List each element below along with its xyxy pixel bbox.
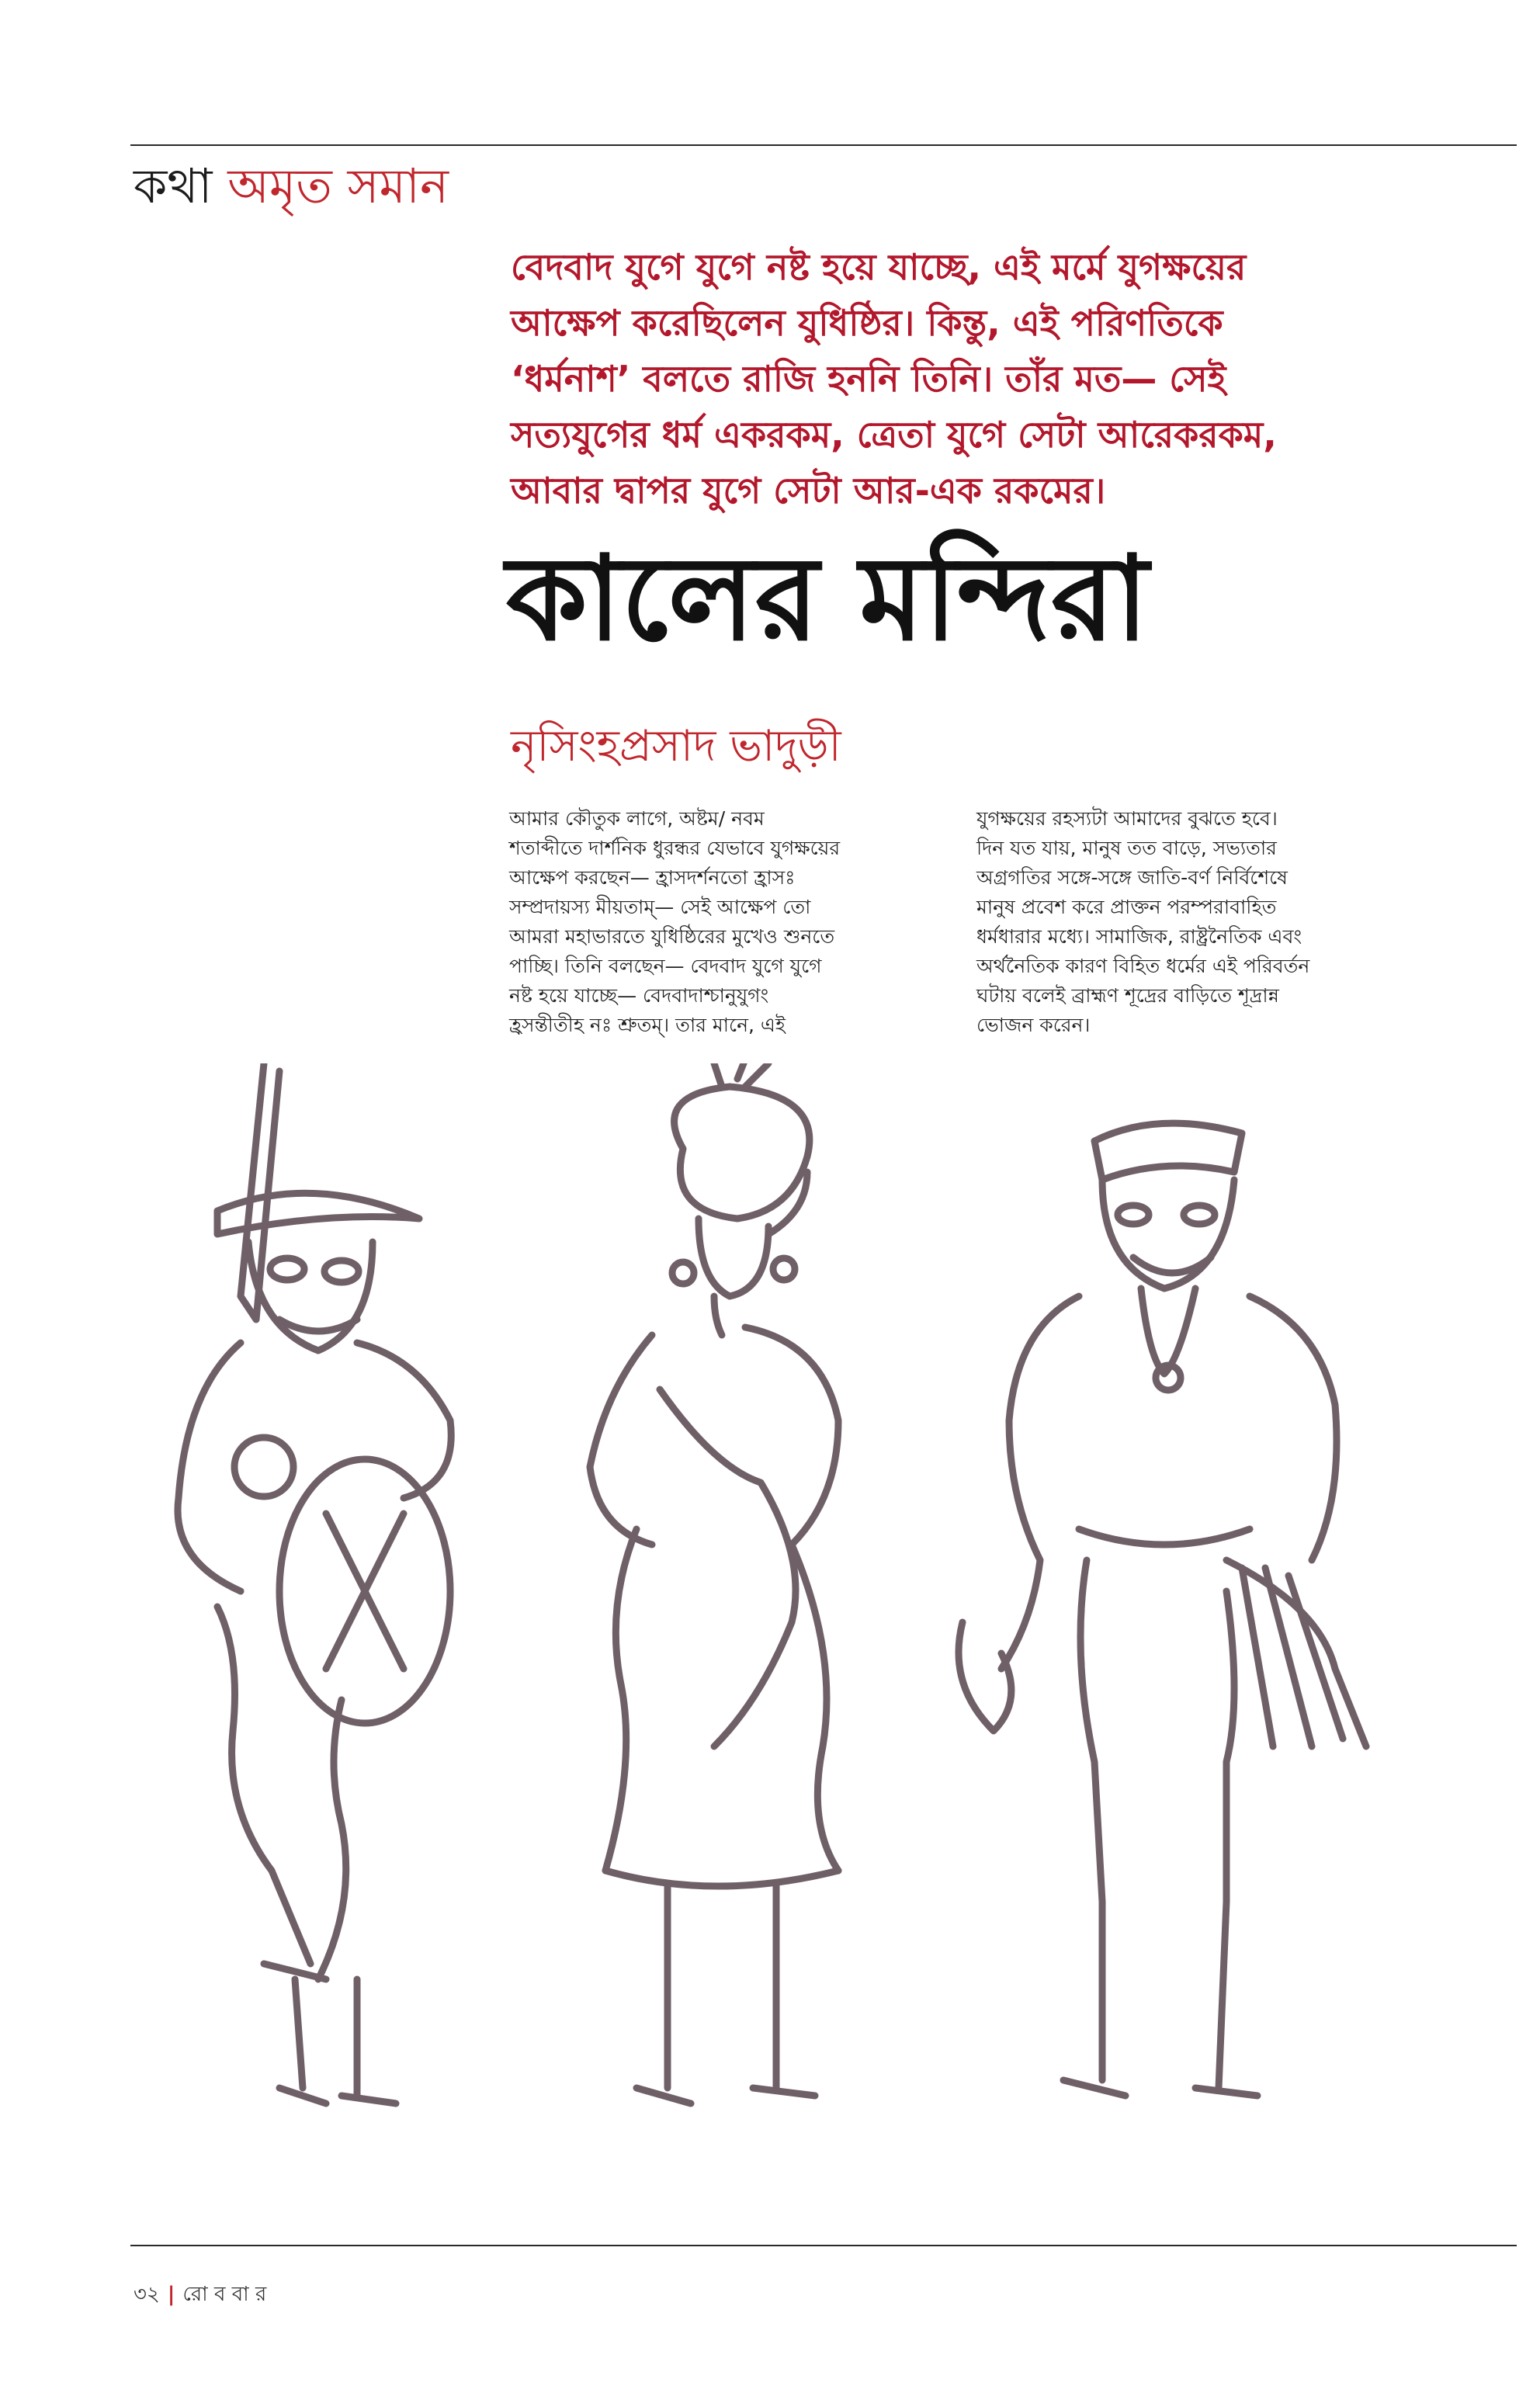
body-column-1 (509, 804, 975, 1040)
page-number: ৩২ (134, 2283, 160, 2306)
section-label-primary: কথা (134, 158, 213, 214)
body-line: পাচ্ছি। তিনি বলছেন— বেদবাদ যুগে যুগে (509, 955, 822, 977)
body-line: আক্ষেপ করছেন— হ্রাসদর্শনতো হ্রাসঃ (509, 866, 796, 889)
body-line: শতাব্দীতে দার্শনিক ধুরন্ধর যেভাবে যুগক্ষয়ের (509, 837, 841, 859)
body-line: অর্থনৈতিক কারণ বিহিত ধর্মের এই পরিবর্তন (976, 955, 1310, 977)
body-line: ভোজন করেন। (976, 1014, 1091, 1036)
body-line: মানুষ প্রবেশ করে প্রাক্তন পরম্পরাবাহিত (976, 896, 1277, 918)
body-line: সম্প্রদায়স্য মীয়তাম্— সেই আক্ষেপ তো (509, 896, 811, 918)
magazine-name: রো ব বা র (182, 2283, 267, 2306)
page-footer (134, 2278, 266, 2312)
standfirst-line: ‘ধর্মনাশ’ বলতে রাজি হননি তিনি। তাঁর মত— সেই (511, 358, 1226, 400)
standfirst-line: সত্যযুগের ধর্ম একরকম, ত্রেতা যুগে সেটা আরেকরকম, (511, 414, 1277, 456)
article-title: কালের মন্দিরা (506, 532, 1149, 667)
body-line: অগ্রগতির সঙ্গে-সঙ্গে জাতি-বর্ণ নির্বিশেষে (976, 866, 1288, 889)
standfirst-line: বেদবাদ যুগে যুগে নষ্ট হয়ে যাচ্ছে, এই মর্মে যুগক্ষয়ের (511, 246, 1247, 288)
bottom-rule (130, 2245, 1517, 2246)
body-line: নষ্ট হয়ে যাচ্ছে— বেদবাদাশ্চানুযুগং (509, 984, 769, 1007)
woman-figure (590, 1063, 838, 2103)
body-line: আমরা মহাভারতে যুধিষ্ঠিরের মুখেও শুনতে (509, 925, 835, 948)
body-line: যুগক্ষয়ের রহস্যটা আমাদের বুঝতে হবে। (976, 807, 1278, 830)
top-rule (130, 144, 1517, 146)
section-heading (134, 160, 449, 213)
body-line: হ্রসন্তীতীহ নঃ শ্রুতম্। তার মানে, এই (509, 1014, 786, 1036)
three-figures-sketch-icon (124, 1063, 1459, 2212)
warrior-figure (178, 1063, 451, 2103)
standfirst-line: আবার দ্বাপর যুগে সেটা আর-এক রকমের। (511, 470, 1106, 512)
farmer-figure (959, 1123, 1366, 2096)
body-line: দিন যত যায়, মানুষ তত বাড়ে, সভ্যতার (976, 837, 1277, 859)
standfirst-line: আক্ষেপ করেছিলেন যুধিষ্ঠির। কিন্তু, এই পরিণতিকে (511, 302, 1223, 344)
body-column-2 (976, 804, 1442, 1040)
standfirst (511, 239, 1349, 518)
body-line: আমার কৌতুক লাগে, অষ্টম/ নবম (509, 807, 765, 830)
body-line: ঘটায় বলেই ব্রাহ্মণ শূদ্রের বাড়িতে শূদ্রান্ন (976, 984, 1279, 1007)
author-byline: নৃসিংহপ্রসাদ ভাদুড়ী (511, 721, 841, 772)
body-line: ধর্মধারার মধ্যে। সামাজিক, রাষ্ট্রনৈতিক এবং (976, 925, 1302, 948)
footer-separator: | (167, 2283, 175, 2306)
section-label-accent: অমৃত সমান (227, 158, 449, 214)
